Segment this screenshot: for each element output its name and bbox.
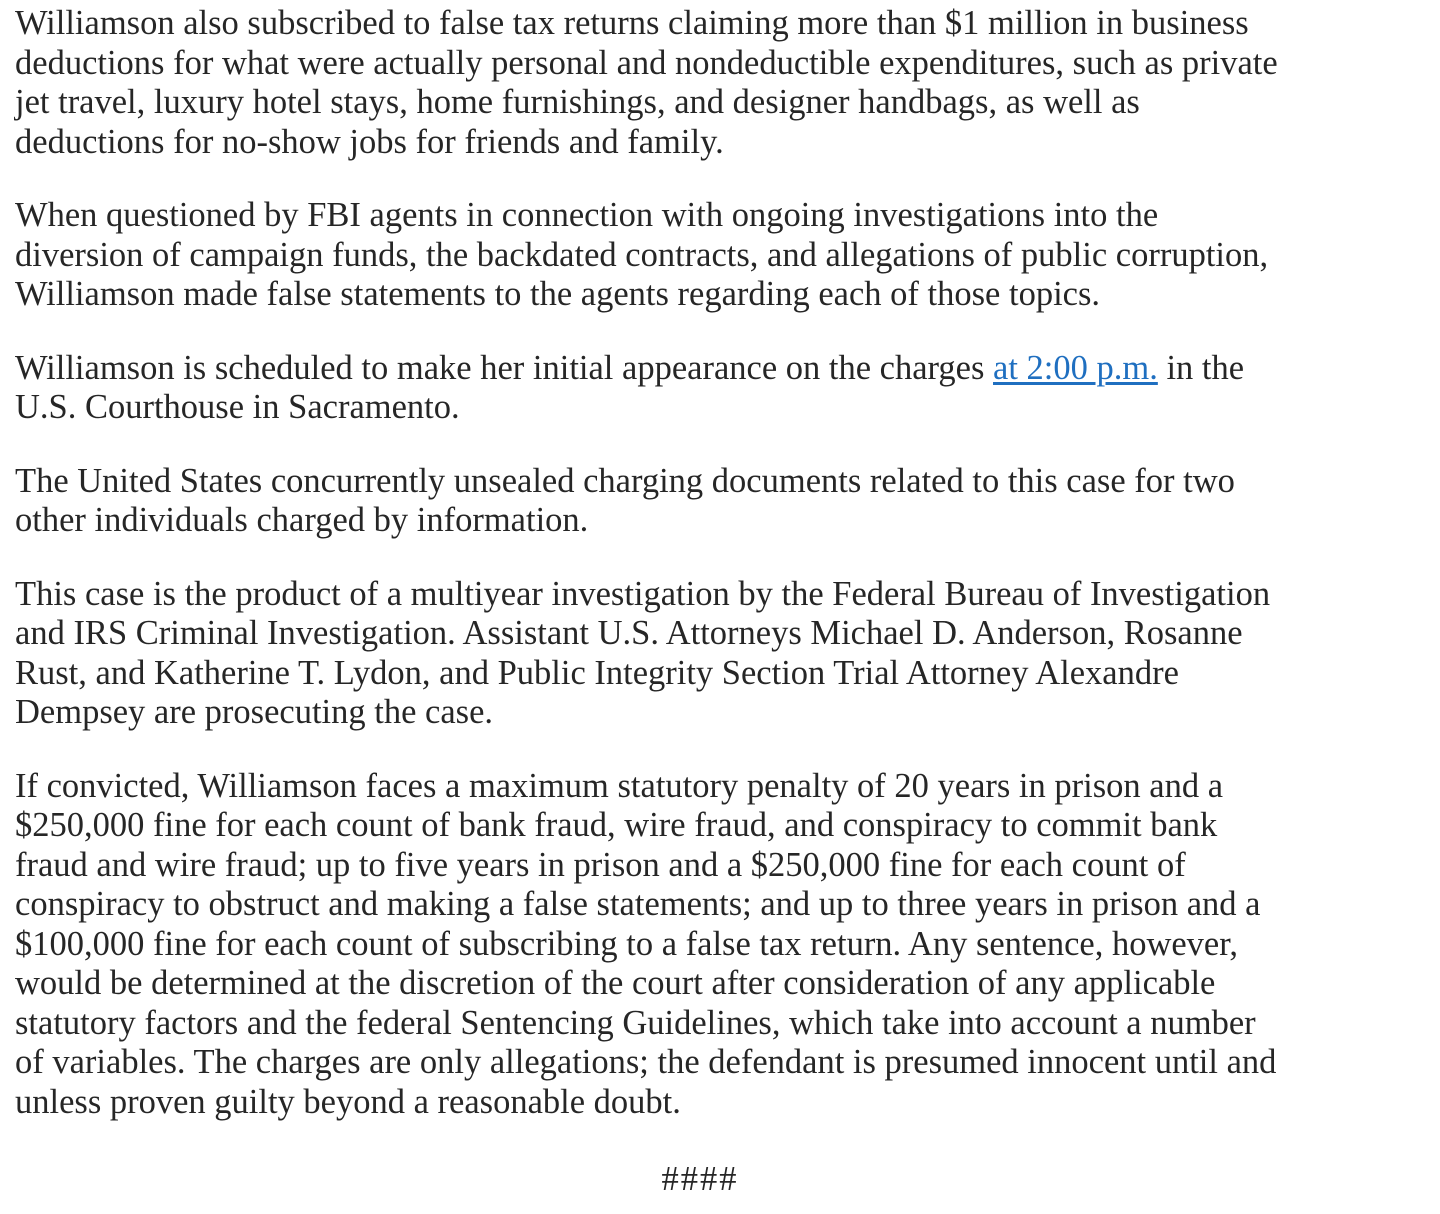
- paragraph-initial-appearance: [15, 349, 1425, 428]
- time-link[interactable]: at 2:00 p.m.: [993, 348, 1158, 387]
- press-release-body: [15, 4, 1425, 1200]
- paragraph-tax-returns: [15, 4, 1425, 162]
- text-line: U.S. Courthouse in Sacramento.: [15, 388, 460, 426]
- text-line: diversion of campaign funds, the backdated contracts, and allegations of public corruption,: [15, 235, 1269, 274]
- text-line: conspiracy to obstruct and making a false statements; and up to three years in prison and a: [15, 885, 1261, 923]
- paragraph-unsealed-documents: [15, 462, 1425, 541]
- text-line: [15, 349, 1425, 389]
- appearance-text-before: Williamson is scheduled to make her initial appearance on the charges: [15, 348, 994, 387]
- text-line: deductions for no-show jobs for friends and family.: [15, 122, 724, 161]
- text-line: $250,000 fine for each count of bank fraud, wire fraud, and conspiracy to commit bank: [15, 806, 1218, 844]
- text-line: jet travel, luxury hotel stays, home furnishings, and designer handbags, as well as: [15, 83, 1140, 121]
- paragraph-investigation: [15, 575, 1425, 733]
- text-line: Rust, and Katherine T. Lydon, and Public Integrity Section Trial Attorney Alexandre: [15, 653, 1179, 692]
- text-line: The United States concurrently unsealed charging documents related to this case for two: [15, 461, 1235, 500]
- end-of-release-mark: ####: [661, 1160, 739, 1198]
- text-line: This case is the product of a multiyear investigation by the Federal Bureau of Investigation: [15, 574, 1271, 613]
- text-line: When questioned by FBI agents in connection with ongoing investigations into the: [15, 196, 1159, 234]
- text-line: Williamson made false statements to the agents regarding each of those topics.: [15, 275, 1101, 313]
- text-line: and IRS Criminal Investigation. Assistant U.S. Attorneys Michael D. Anderson, Rosanne: [15, 614, 1243, 652]
- appearance-text-after: in the: [1157, 348, 1245, 387]
- text-line: deductions for what were actually personal and nondeductible expenditures, such as private: [15, 43, 1278, 82]
- text-line: unless proven guilty beyond a reasonable doubt.: [15, 1082, 681, 1121]
- text-line: Williamson also subscribed to false tax returns claiming more than $1 million in business: [15, 4, 1249, 42]
- text-line: If convicted, Williamson faces a maximum statutory penalty of 20 years in prison and a: [15, 766, 1224, 805]
- text-line: Dempsey are prosecuting the case.: [15, 693, 494, 731]
- text-line: other individuals charged by information.: [15, 501, 589, 539]
- text-line: fraud and wire fraud; up to five years in prison and a $250,000 fine for each count of: [15, 845, 1186, 884]
- paragraph-false-statements: [15, 196, 1425, 315]
- paragraph-penalties: [15, 767, 1425, 1123]
- text-line: of variables. The charges are only allegations; the defendant is presumed innocent until and: [15, 1043, 1277, 1081]
- text-line: would be determined at the discretion of the court after consideration of any applicable: [15, 964, 1216, 1002]
- text-line: $100,000 fine for each count of subscribing to a false tax return. Any sentence, however,: [15, 924, 1238, 963]
- text-line: statutory factors and the federal Sentencing Guidelines, which take into account a number: [15, 1003, 1256, 1042]
